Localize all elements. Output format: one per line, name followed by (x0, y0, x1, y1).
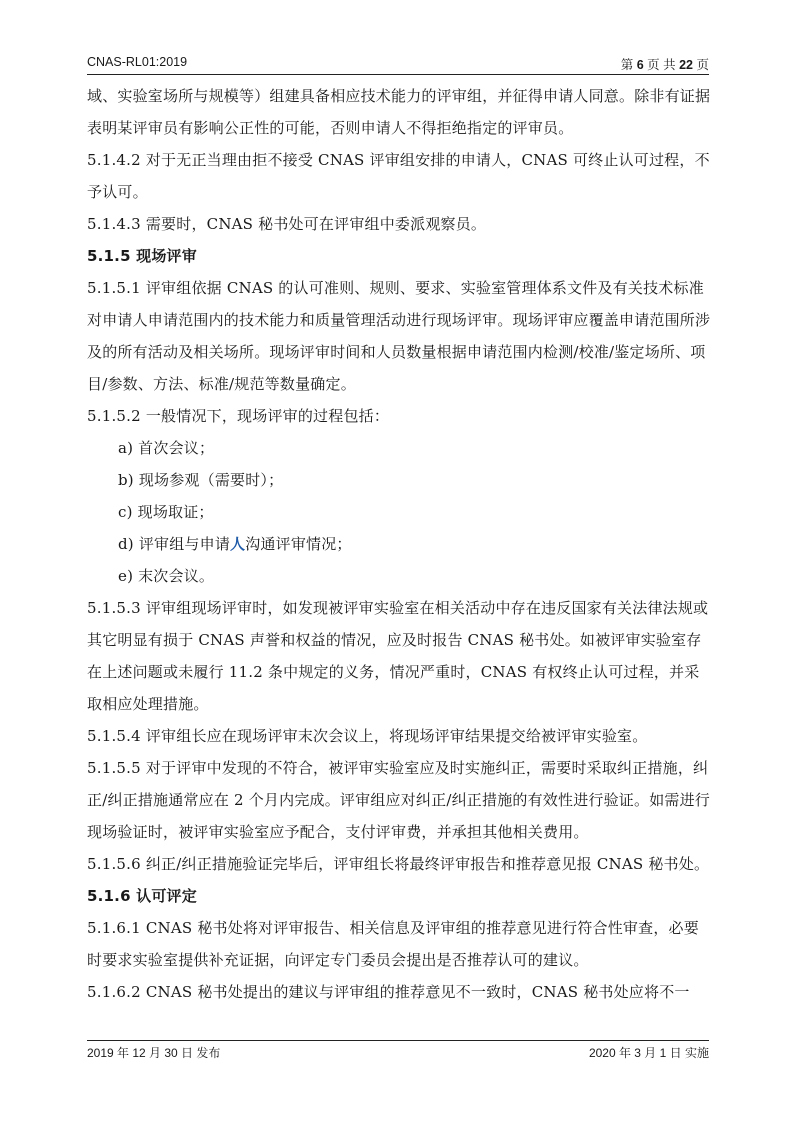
issue-date: 2019 年 12 月 30 日 发布 (87, 1046, 221, 1060)
list-item-b: b) 现场参观（需要时）； (118, 471, 284, 489)
current-page: 6 (636, 58, 644, 72)
clause-5-1-5-3: 5.1.5.3 评审组现场评审时，如发现被评审实验室在相关活动中存在违反国家有关法律法规或其它明显有损于 CNAS 声誉和权益的情况，应及时报告 CNAS 秘书处。如被评审实验室存在上述问题或未履行 11.2 条中规定的义务，情况严重时，CNAS 有权终止认可过程，并采取相应处理措施。 (87, 599, 709, 713)
paragraph: 域、实验室场所与规模等）组建具备相应技术能力的评审组，并征得申请人同意。除非有证据表明某评审员有影响公正性的可能，否则申请人不得拒绝指定的评审员。 (87, 87, 711, 137)
clause-5-1-5-6: 5.1.5.6 纠正/纠正措施验证完毕后，评审组长将最终评审报告和推荐意见报 CNAS 秘书处。 (87, 855, 710, 873)
list-item-c: c) 现场取证； (118, 503, 214, 521)
clause-5-1-6-1: 5.1.6.1 CNAS 秘书处将对评审报告、相关信息及评审组的推荐意见进行符合性审查，必要时要求实验室提供补充证据，向评定专门委员会提出是否推荐认可的建议。 (87, 919, 699, 969)
list-item-d: d) 评审组与申请人沟通评审情况； (118, 535, 352, 553)
clause-5-1-6-2: 5.1.6.2 CNAS 秘书处提出的建议与评审组的推荐意见不一致时，CNAS 秘书处应将不一 (87, 983, 690, 1001)
section-heading-5-1-5: 5.1.5 现场评审 (87, 247, 197, 265)
list-item-e: e) 末次会议。 (118, 567, 215, 585)
highlighted-char: 人 (230, 535, 246, 553)
clause-5-1-5-2: 5.1.5.2 一般情况下，现场评审的过程包括： (87, 407, 390, 425)
page-footer (87, 1040, 709, 1060)
document-code: CNAS-RL01:2019 (87, 55, 188, 69)
clause-5-1-5-4: 5.1.5.4 评审组长应在现场评审末次会议上，将现场评审结果提交给被评审实验室。 (87, 727, 648, 745)
page-number: 第 6 页 共 22 页 (620, 58, 709, 72)
list-item-a: a) 首次会议； (118, 439, 215, 457)
total-pages: 22 (679, 58, 694, 72)
effective-date: 2020 年 3 月 1 日 实施 (588, 1046, 709, 1060)
document-body (87, 80, 711, 1008)
section-heading-5-1-6: 5.1.6 认可评定 (87, 887, 197, 905)
clause-5-1-5-1: 5.1.5.1 评审组依据 CNAS 的认可准则、规则、要求、实验室管理体系文件及有关技术标准对申请人申请范围内的技术能力和质量管理活动进行现场评审。现场评审应覆盖申请范围所涉及的所有活动及相关场所。现场评审时间和人员数量根据申请范围内检测/校准/鉴定场所、项目/参数、方法、标准/规范等数量确定。 (87, 279, 711, 393)
clause-5-1-4-3: 5.1.4.3 需要时，CNAS 秘书处可在评审组中委派观察员。 (87, 215, 487, 233)
clause-5-1-4-2: 5.1.4.2 对于无正当理由拒不接受 CNAS 评审组安排的申请人，CNAS 可终止认可过程，不予认可。 (87, 151, 710, 201)
clause-5-1-5-5: 5.1.5.5 对于评审中发现的不符合，被评审实验室应及时实施纠正，需要时采取纠正措施，纠正/纠正措施通常应在 2 个月内完成。评审组应对纠正/纠正措施的有效性进行验证。如需进行现场验证时，被评审实验室应予配合，支付评审费，并承担其他相关费用。 (87, 759, 710, 841)
page-header (87, 52, 709, 75)
